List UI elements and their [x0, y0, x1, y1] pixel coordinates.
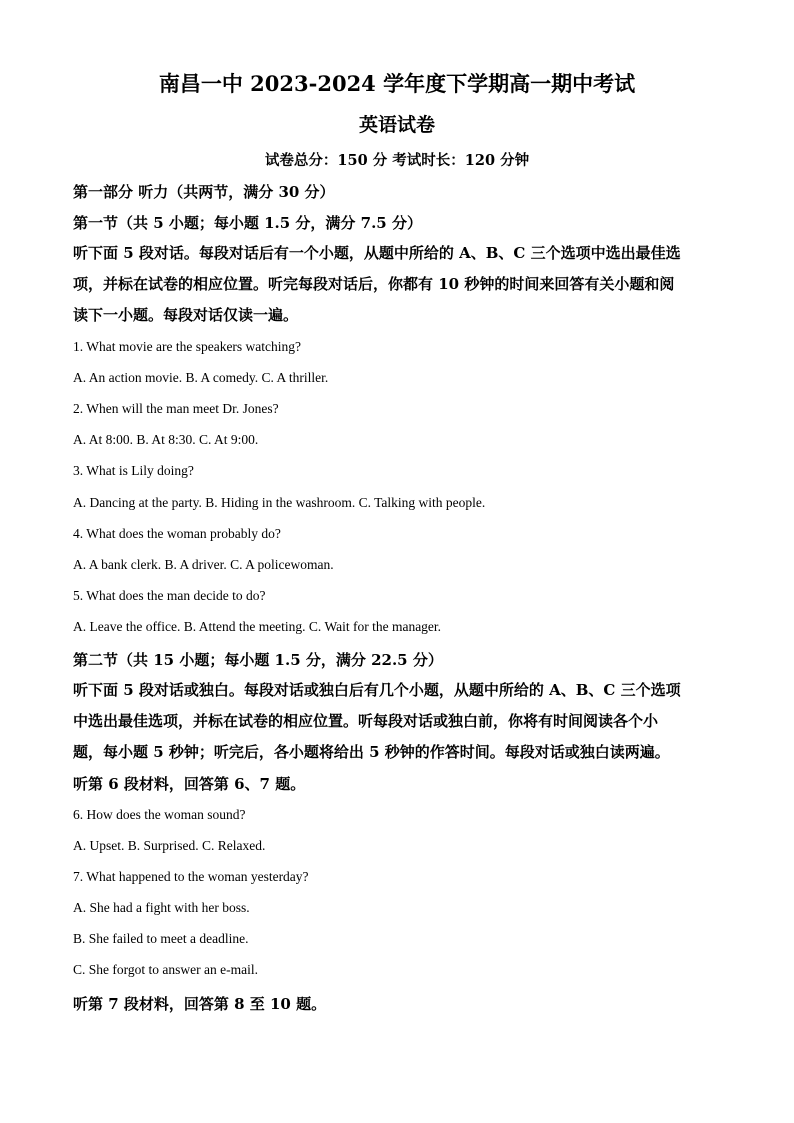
question-7-option-b: B. She failed to meet a deadline.	[73, 931, 249, 946]
instruction-line: 听下面 5 段对话。每段对话后有一个小题，从题中所给的 A、B、C 三个选项中选出最佳选	[73, 244, 681, 262]
question-1: 1. What movie are the speakers watching?	[73, 339, 302, 354]
question-5: 5. What does the man decide to do?	[73, 588, 266, 603]
question-4: 4. What does the woman probably do?	[73, 526, 281, 541]
question-6: 6. How does the woman sound?	[73, 807, 246, 822]
instruction-line: 项，并标在试卷的相应位置。听完每段对话后，你都有 10 秒钟的时间来回答有关小题和阅	[73, 275, 675, 293]
question-7-option-a: A. She had a fight with her boss.	[73, 900, 250, 915]
question-2-options: A. At 8:00. B. At 8:30. C. At 9:00.	[73, 432, 259, 447]
material-7-heading: 听第 7 段材料，回答第 8 至 10 题。	[73, 995, 327, 1013]
question-7-option-c: C. She forgot to answer an e-mail.	[73, 962, 258, 977]
exam-title: 南昌一中 2023-2024 学年度下学期高一期中考试	[158, 71, 636, 96]
material-6-heading: 听第 6 段材料，回答第 6、7 题。	[73, 775, 306, 793]
section2-heading: 第二节（共 15 小题；每小题 1.5 分，满分 22.5 分）	[73, 651, 443, 669]
exam-meta: 试卷总分：150 分 考试时长：120 分钟	[264, 152, 530, 169]
instruction-line: 中选出最佳选项，并标在试卷的相应位置。听每段对话或独白前，你将有时间阅读各个小	[73, 712, 659, 730]
question-2: 2. When will the man meet Dr. Jones?	[73, 401, 279, 416]
section2-instructions	[73, 675, 721, 768]
question-4-options: A. A bank clerk. B. A driver. C. A policewoman.	[73, 557, 334, 572]
question-3-options: A. Dancing at the party. B. Hiding in the washroom. C. Talking with people.	[73, 495, 486, 510]
section1-heading: 第一节（共 5 小题；每小题 1.5 分，满分 7.5 分）	[73, 214, 422, 232]
instruction-line: 读下一小题。每段对话仅读一遍。	[73, 306, 299, 324]
question-7: 7. What happened to the woman yesterday?	[73, 869, 309, 884]
instruction-line: 听下面 5 段对话或独白。每段对话或独白后有几个小题，从题中所给的 A、B、C 三个选项	[73, 681, 681, 699]
question-3: 3. What is Lily doing?	[73, 463, 194, 478]
exam-subject: 英语试卷	[358, 114, 435, 136]
question-1-options: A. An action movie. B. A comedy. C. A thriller.	[73, 370, 329, 385]
question-5-options: A. Leave the office. B. Attend the meeting. C. Wait for the manager.	[73, 619, 442, 634]
instruction-line: 题，每小题 5 秒钟；听完后，各小题将给出 5 秒钟的作答时间。每段对话或独白读两遍。	[73, 743, 670, 761]
section1-instructions	[73, 238, 721, 331]
part1-heading: 第一部分 听力（共两节，满分 30 分）	[73, 183, 335, 201]
question-6-options: A. Upset. B. Surprised. C. Relaxed.	[73, 838, 266, 853]
